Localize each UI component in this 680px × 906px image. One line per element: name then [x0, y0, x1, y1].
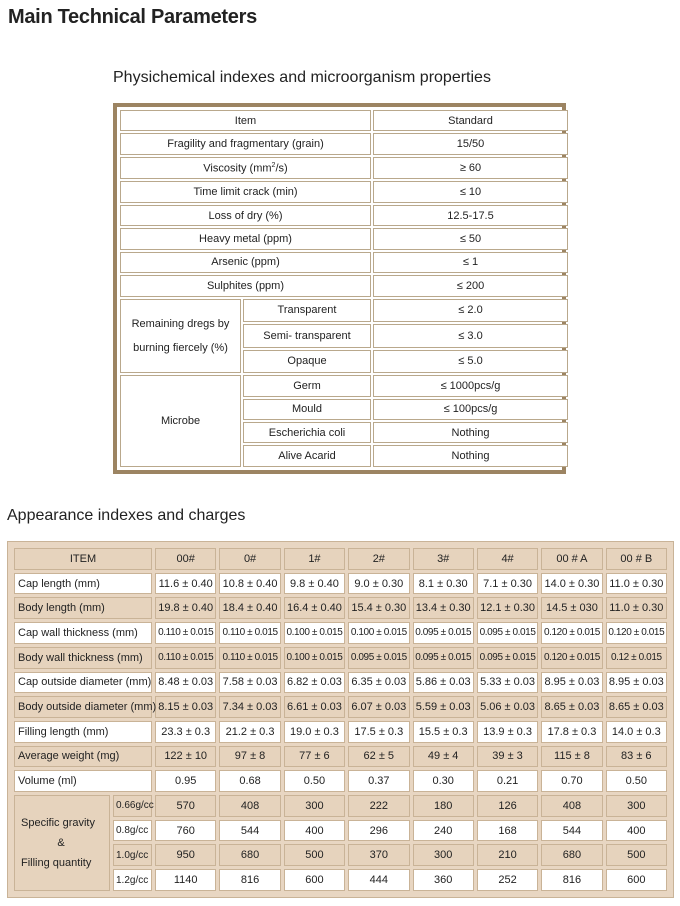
value-cell: 11.0 ± 0.30 [606, 597, 667, 619]
standard-cell: 15/50 [373, 133, 568, 154]
value-cell: 0.095 ± 0.015 [477, 622, 538, 644]
value-cell: 300 [413, 844, 474, 866]
standard-cell: ≤ 50 [373, 228, 568, 249]
value-cell: 16.4 ± 0.40 [284, 597, 345, 619]
value-cell: 0.12 ± 0.015 [606, 647, 667, 669]
standard-cell: ≤ 1 [373, 252, 568, 273]
row-label: Cap length (mm) [14, 573, 152, 595]
row-label: Volume (ml) [14, 770, 152, 792]
value-cell: 21.2 ± 0.3 [219, 721, 280, 743]
value-cell: 0.120 ± 0.015 [541, 647, 602, 669]
value-cell: 0.50 [606, 770, 667, 792]
table-row [14, 647, 667, 669]
table-row [14, 696, 667, 718]
standard-cell: ≤ 5.0 [373, 350, 568, 374]
item-text: Viscosity (mm [203, 162, 272, 175]
value-cell: 0.110 ± 0.015 [219, 647, 280, 669]
value-cell: 816 [219, 869, 280, 891]
value-cell: 0.30 [413, 770, 474, 792]
value-cell: 950 [155, 844, 216, 866]
value-cell: 400 [606, 820, 667, 842]
value-cell: 10.8 ± 0.40 [219, 573, 280, 595]
value-cell: 122 ± 10 [155, 746, 216, 768]
value-cell: 19.0 ± 0.3 [284, 721, 345, 743]
value-cell: 680 [541, 844, 602, 866]
standard-cell: ≤ 2.0 [373, 299, 568, 322]
value-cell: 13.9 ± 0.3 [477, 721, 538, 743]
value-cell: 0.70 [541, 770, 602, 792]
microbe-group-label: Microbe [120, 375, 241, 467]
value-cell: 0.095 ± 0.015 [348, 647, 409, 669]
value-cell: 570 [155, 795, 216, 817]
value-cell: 97 ± 8 [219, 746, 280, 768]
value-cell: 0.120 ± 0.015 [541, 622, 602, 644]
appearance-table-frame [7, 541, 674, 898]
table-row [120, 181, 568, 202]
table-row [14, 795, 667, 817]
standard-cell: Nothing [373, 445, 568, 467]
value-cell: 5.33 ± 0.03 [477, 672, 538, 694]
sub-item-cell: Germ [243, 375, 371, 396]
item-cell: Fragility and fragmentary (grain) [120, 133, 371, 154]
value-cell: 500 [284, 844, 345, 866]
value-cell: 180 [413, 795, 474, 817]
value-cell: 17.8 ± 0.3 [541, 721, 602, 743]
value-cell: 18.4 ± 0.40 [219, 597, 280, 619]
table-row [14, 820, 667, 842]
table-header-row [14, 548, 667, 570]
sub-item-cell: Semi- transparent [243, 324, 371, 347]
header-size: 00 # A [541, 548, 602, 570]
appearance-section-title: Appearance indexes and charges [7, 507, 246, 524]
value-cell: 8.95 ± 0.03 [606, 672, 667, 694]
dregs-group-label [120, 299, 241, 373]
value-cell: 7.58 ± 0.03 [219, 672, 280, 694]
value-cell: 12.1 ± 0.30 [477, 597, 538, 619]
standard-cell: ≤ 100pcs/g [373, 399, 568, 420]
value-cell: 0.95 [155, 770, 216, 792]
value-cell: 500 [606, 844, 667, 866]
item-cell: Heavy metal (ppm) [120, 228, 371, 249]
header-size: 00 # B [606, 548, 667, 570]
header-size: 0# [219, 548, 280, 570]
group-label-line: & [57, 837, 65, 850]
row-label: Body length (mm) [14, 597, 152, 619]
sub-item-cell: Escherichia coli [243, 422, 371, 443]
row-label: Average weight (mg) [14, 746, 152, 768]
value-cell: 83 ± 6 [606, 746, 667, 768]
header-size: 00# [155, 548, 216, 570]
value-cell: 0.095 ± 0.015 [413, 622, 474, 644]
value-cell: 77 ± 6 [284, 746, 345, 768]
table-row [14, 844, 667, 866]
value-cell: 222 [348, 795, 409, 817]
physio-table [118, 108, 570, 469]
value-cell: 0.110 ± 0.015 [155, 622, 216, 644]
sub-item-cell: Alive Acarid [243, 445, 371, 467]
group-label-line: Filling quantity [21, 857, 92, 870]
value-cell: 8.15 ± 0.03 [155, 696, 216, 718]
value-cell: 49 ± 4 [413, 746, 474, 768]
header-size: 3# [413, 548, 474, 570]
header-item: Item [120, 110, 371, 131]
item-cell: Loss of dry (%) [120, 205, 371, 226]
value-cell: 6.82 ± 0.03 [284, 672, 345, 694]
value-cell: 9.8 ± 0.40 [284, 573, 345, 595]
item-cell [120, 157, 371, 179]
table-row [14, 721, 667, 743]
value-cell: 0.100 ± 0.015 [284, 622, 345, 644]
value-cell: 14.0 ± 0.30 [541, 573, 602, 595]
group-label-line: burning fiercely (%) [133, 341, 228, 354]
value-cell: 0.21 [477, 770, 538, 792]
table-row [120, 157, 568, 179]
value-cell: 8.65 ± 0.03 [541, 696, 602, 718]
item-cell: Sulphites (ppm) [120, 275, 371, 296]
row-label: Cap wall thickness (mm) [14, 622, 152, 644]
value-cell: 544 [541, 820, 602, 842]
value-cell: 6.35 ± 0.03 [348, 672, 409, 694]
item-cell: Time limit crack (min) [120, 181, 371, 202]
value-cell: 14.5 ± 030 [541, 597, 602, 619]
value-cell: 6.61 ± 0.03 [284, 696, 345, 718]
value-cell: 115 ± 8 [541, 746, 602, 768]
table-row [14, 597, 667, 619]
value-cell: 62 ± 5 [348, 746, 409, 768]
table-row [120, 205, 568, 226]
value-cell: 0.110 ± 0.015 [155, 647, 216, 669]
value-cell: 0.37 [348, 770, 409, 792]
value-cell: 0.50 [284, 770, 345, 792]
value-cell: 7.1 ± 0.30 [477, 573, 538, 595]
row-label: Body wall thickness (mm) [14, 647, 152, 669]
value-cell: 39 ± 3 [477, 746, 538, 768]
item-text: /s) [275, 162, 288, 175]
header-size: 1# [284, 548, 345, 570]
value-cell: 6.07 ± 0.03 [348, 696, 409, 718]
value-cell: 0.100 ± 0.015 [284, 647, 345, 669]
density-label: 0.66g/cc [113, 795, 152, 817]
group-label-line: Remaining dregs by [131, 317, 230, 330]
value-cell: 8.48 ± 0.03 [155, 672, 216, 694]
value-cell: 210 [477, 844, 538, 866]
physio-table-frame [113, 103, 566, 474]
table-row [120, 228, 568, 249]
standard-cell: ≤ 200 [373, 275, 568, 296]
standard-cell: ≤ 1000pcs/g [373, 375, 568, 396]
row-label: Filling length (mm) [14, 721, 152, 743]
value-cell: 0.095 ± 0.015 [477, 647, 538, 669]
header-size: 4# [477, 548, 538, 570]
value-cell: 444 [348, 869, 409, 891]
value-cell: 19.8 ± 0.40 [155, 597, 216, 619]
standard-cell: 12.5-17.5 [373, 205, 568, 226]
table-header-row [120, 110, 568, 131]
sub-item-cell: Transparent [243, 299, 371, 322]
value-cell: 600 [284, 869, 345, 891]
value-cell: 600 [606, 869, 667, 891]
table-row [14, 622, 667, 644]
value-cell: 240 [413, 820, 474, 842]
header-size: 2# [348, 548, 409, 570]
standard-cell: ≤ 10 [373, 181, 568, 202]
value-cell: 14.0 ± 0.3 [606, 721, 667, 743]
table-row [120, 275, 568, 296]
row-label: Cap outside diameter (mm) [14, 672, 152, 694]
value-cell: 408 [219, 795, 280, 817]
standard-cell: ≤ 3.0 [373, 324, 568, 347]
value-cell: 8.65 ± 0.03 [606, 696, 667, 718]
physio-section-title: Physichemical indexes and microorganism properties [113, 69, 491, 86]
table-row [120, 252, 568, 273]
standard-cell: ≥ 60 [373, 157, 568, 179]
appearance-table [11, 545, 670, 894]
value-cell: 0.095 ± 0.015 [413, 647, 474, 669]
value-cell: 408 [541, 795, 602, 817]
value-cell: 300 [284, 795, 345, 817]
density-label: 0.8g/cc [113, 820, 152, 842]
header-item: ITEM [14, 548, 152, 570]
value-cell: 5.86 ± 0.03 [413, 672, 474, 694]
value-cell: 0.68 [219, 770, 280, 792]
value-cell: 7.34 ± 0.03 [219, 696, 280, 718]
page-title: Main Technical Parameters [8, 6, 257, 28]
table-row [14, 770, 667, 792]
value-cell: 17.5 ± 0.3 [348, 721, 409, 743]
value-cell: 0.120 ± 0.015 [606, 622, 667, 644]
value-cell: 9.0 ± 0.30 [348, 573, 409, 595]
table-row [14, 746, 667, 768]
table-row [14, 672, 667, 694]
value-cell: 1140 [155, 869, 216, 891]
row-label: Body outside diameter (mm) [14, 696, 152, 718]
value-cell: 23.3 ± 0.3 [155, 721, 216, 743]
value-cell: 400 [284, 820, 345, 842]
value-cell: 15.4 ± 0.30 [348, 597, 409, 619]
value-cell: 126 [477, 795, 538, 817]
value-cell: 5.59 ± 0.03 [413, 696, 474, 718]
header-standard: Standard [373, 110, 568, 131]
superscript: 2 [271, 161, 276, 169]
value-cell: 5.06 ± 0.03 [477, 696, 538, 718]
value-cell: 15.5 ± 0.3 [413, 721, 474, 743]
value-cell: 13.4 ± 0.30 [413, 597, 474, 619]
value-cell: 168 [477, 820, 538, 842]
item-cell: Arsenic (ppm) [120, 252, 371, 273]
table-row [14, 869, 667, 891]
specific-gravity-label [14, 795, 110, 891]
value-cell: 760 [155, 820, 216, 842]
table-row [120, 375, 568, 396]
value-cell: 252 [477, 869, 538, 891]
table-row [120, 299, 568, 322]
sub-item-cell: Opaque [243, 350, 371, 374]
value-cell: 296 [348, 820, 409, 842]
value-cell: 544 [219, 820, 280, 842]
group-label-line: Specific gravity [21, 817, 95, 830]
value-cell: 360 [413, 869, 474, 891]
value-cell: 0.110 ± 0.015 [219, 622, 280, 644]
value-cell: 370 [348, 844, 409, 866]
density-label: 1.0g/cc [113, 844, 152, 866]
value-cell: 680 [219, 844, 280, 866]
table-row [120, 133, 568, 154]
table-row [14, 573, 667, 595]
value-cell: 11.0 ± 0.30 [606, 573, 667, 595]
value-cell: 816 [541, 869, 602, 891]
value-cell: 8.95 ± 0.03 [541, 672, 602, 694]
density-label: 1.2g/cc [113, 869, 152, 891]
value-cell: 11.6 ± 0.40 [155, 573, 216, 595]
sub-item-cell: Mould [243, 399, 371, 420]
value-cell: 0.100 ± 0.015 [348, 622, 409, 644]
value-cell: 8.1 ± 0.30 [413, 573, 474, 595]
value-cell: 300 [606, 795, 667, 817]
standard-cell: Nothing [373, 422, 568, 443]
